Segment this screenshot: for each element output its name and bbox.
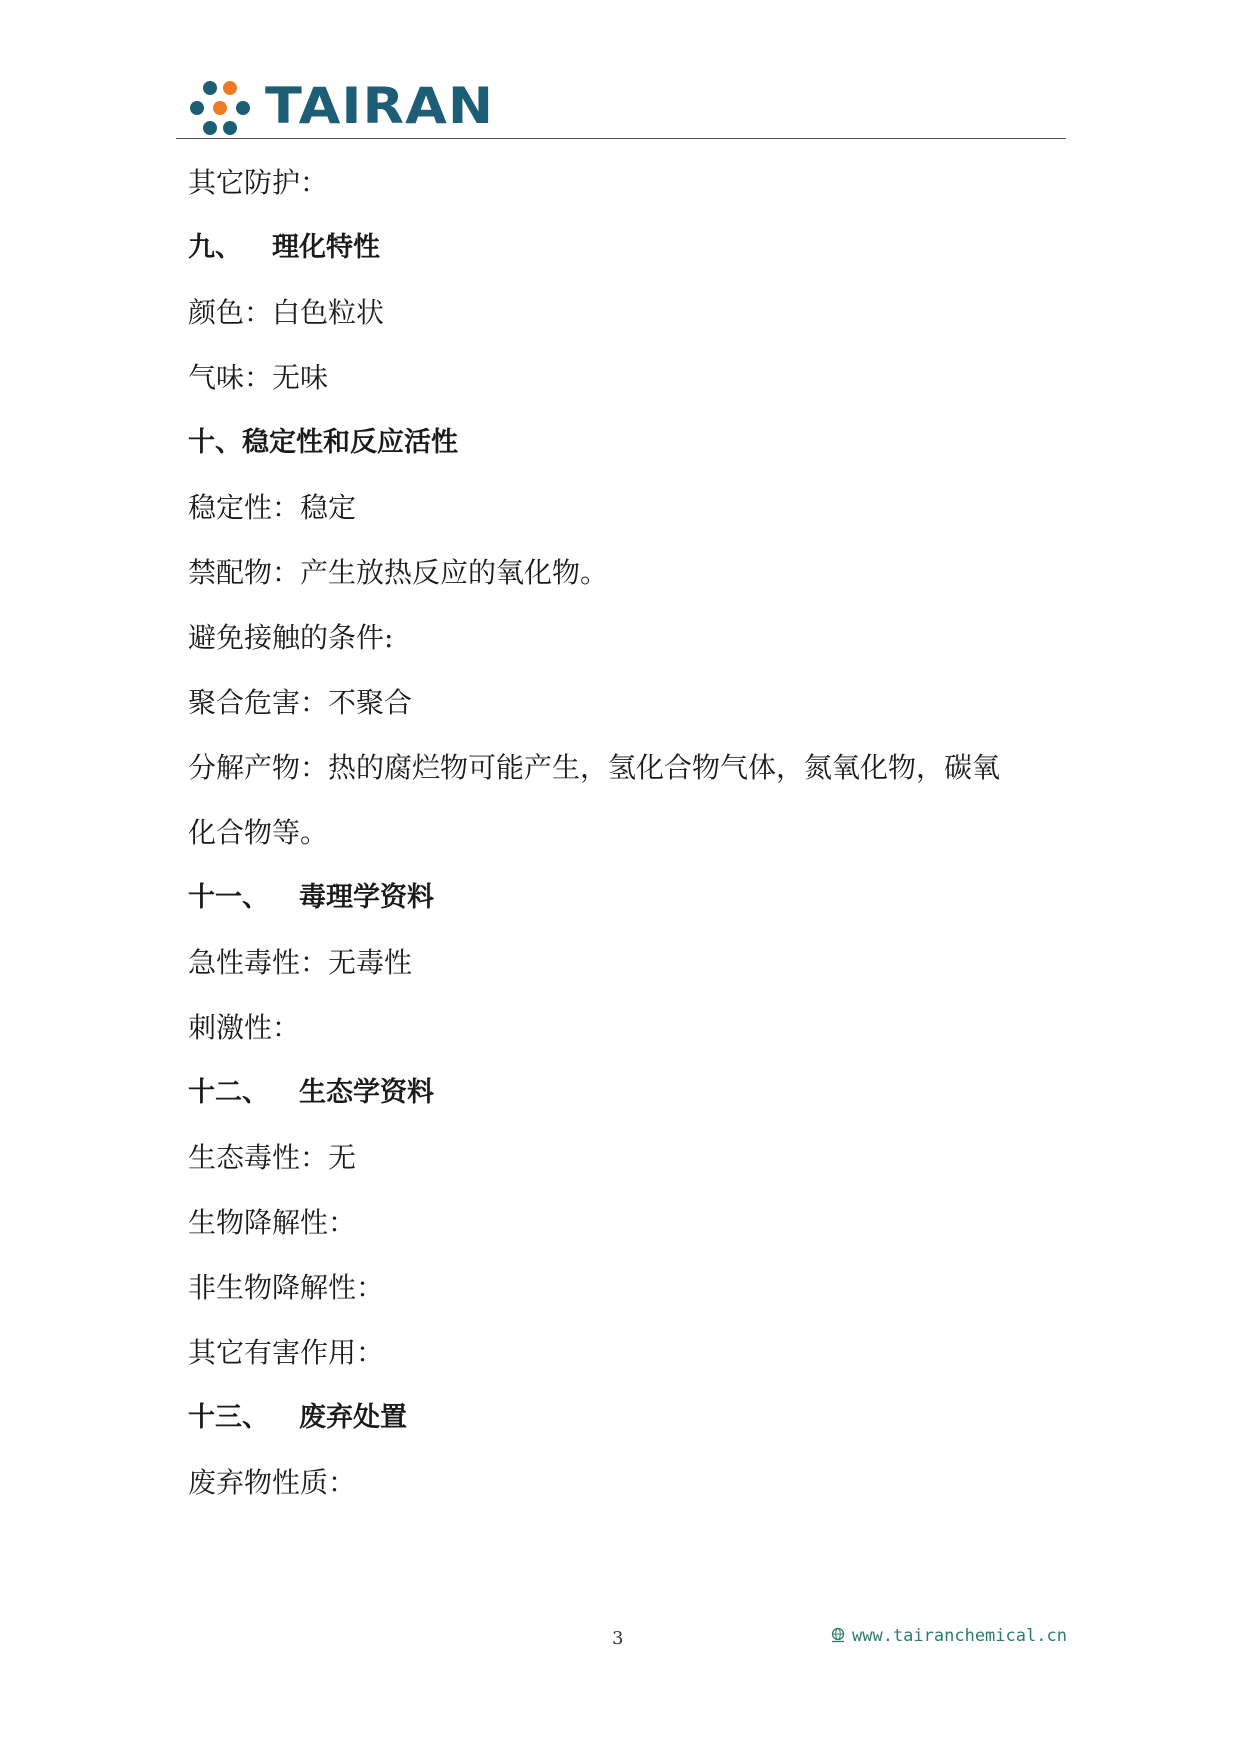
body-text-line: 避免接触的条件: <box>188 621 394 654</box>
body-text-line: 刺激性： <box>188 1011 301 1044</box>
section-number: 九、 <box>188 232 242 263</box>
section-title: 生态学资料 <box>299 1077 434 1108</box>
brand-logo-text: TAIRAN <box>265 77 495 136</box>
body-text-line: 化合物等。 <box>188 816 329 849</box>
section-number: 十、 <box>188 427 242 458</box>
section-heading <box>188 865 1068 930</box>
body-text-line: 废弃物性质： <box>188 1466 357 1499</box>
section-heading <box>188 215 1068 280</box>
footer-website[interactable] <box>830 1626 1067 1646</box>
body-text-line: 生态毒性：无 <box>188 1141 357 1174</box>
tairan-logo-dots-icon <box>188 80 252 140</box>
body-text-line: 生物降解性： <box>188 1206 357 1239</box>
page-number: 3 <box>612 1628 624 1649</box>
website-url[interactable]: www.tairanchemical.cn <box>852 1626 1067 1646</box>
body-text-line: 非生物降解性： <box>188 1271 385 1304</box>
section-title: 毒理学资料 <box>299 882 434 913</box>
section-title: 废弃处置 <box>299 1402 407 1433</box>
section-heading <box>188 410 1068 475</box>
body-text-line: 其它有害作用： <box>188 1336 385 1369</box>
section-number: 十二、 <box>188 1077 269 1108</box>
section-title: 稳定性和反应活性 <box>242 427 458 458</box>
section-title: 理化特性 <box>272 232 380 263</box>
globe-icon <box>830 1627 846 1643</box>
body-text-line: 颜色：白色粒状 <box>188 296 385 329</box>
body-text-line: 分解产物：热的腐烂物可能产生，氢化合物气体，氮氧化物，碳氧 <box>188 751 1001 784</box>
body-text-line: 其它防护： <box>188 166 329 199</box>
header-divider <box>176 138 1066 139</box>
body-text-line: 稳定性：稳定 <box>188 491 357 524</box>
section-heading <box>188 1060 1068 1125</box>
section-number: 十三、 <box>188 1402 269 1433</box>
page-header <box>0 0 1241 140</box>
body-text-line: 禁配物：产生放热反应的氧化物。 <box>188 556 609 589</box>
body-text-line: 气味：无味 <box>188 361 329 394</box>
section-number: 十一、 <box>188 882 269 913</box>
section-heading <box>188 1385 1068 1450</box>
body-text-line: 聚合危害：不聚合 <box>188 686 413 719</box>
document-body <box>188 150 1068 1515</box>
body-text-line: 急性毒性：无毒性 <box>188 946 413 979</box>
